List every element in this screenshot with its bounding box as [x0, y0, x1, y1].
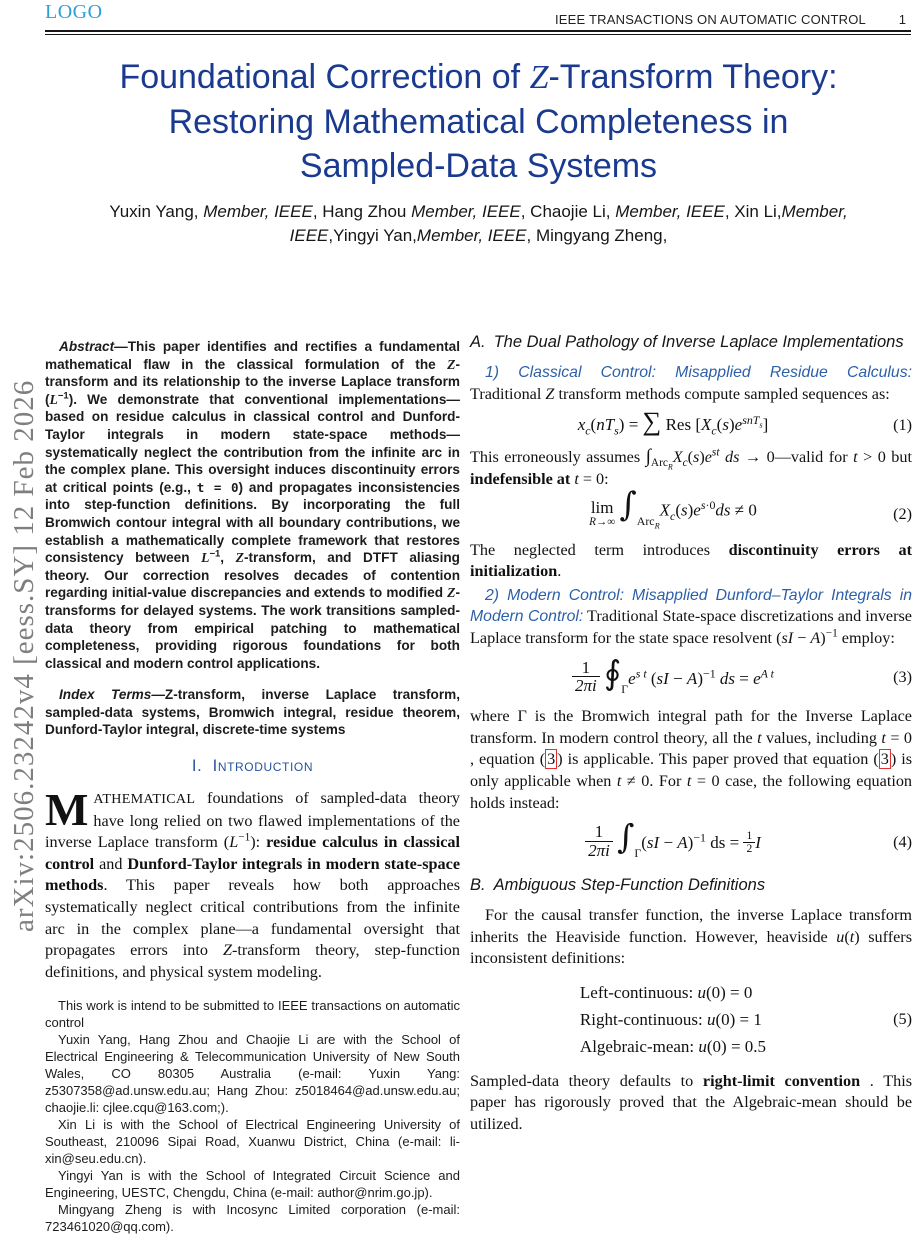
paper-title: Foundational Correction of Z-Transform Theory: Restoring Mathematical Completeness in Sampled-Data Systems [119, 58, 838, 185]
publisher-logo: LOGO [45, 1, 103, 23]
equation-2-number: (2) [893, 504, 912, 523]
paragraph-neglected-term: The neglected term introduces discontinuity errors at initialization. [470, 540, 913, 581]
authors-line: Yuxin Yang, Member, IEEE, Hang Zhou Member, IEEE, Chaojie Li, Member, IEEE, Xin Li,Member, IEEE,Yingyi Yan,Member, IEEE, Mingyang Zheng, [109, 202, 848, 245]
equation-5-number: (5) [893, 1010, 912, 1029]
subsubsection-1-heading: 1) Classical Control: Misapplied Residue Calculus: [485, 364, 912, 381]
equation-3 [470, 652, 912, 696]
footnote-paragraph: Yingyi Yan is with the School of Integrated Circuit Science and Engineering, UESTC, Chengdu, China (e-mail: author@nrim.go.jp). [45, 1168, 460, 1201]
arxiv-watermark: arXiv:2506.23242v4 [eess.SY] 12 Feb 2026 [8, 379, 40, 932]
equation-3-body: $\frac{1}{2\pi i}$ $∮_\Gamma e^{s t}$ (sI − A)$^{-1}$ ds = $e^{A t}$ [470, 659, 876, 696]
subsection-b-heading: B. Ambiguous Step-Function Definitions [470, 875, 766, 894]
paragraph-modern-control: 2) Modern Control: Misapplied Dunford–Taylor Integrals in Modern Control: Traditional State-space discretizations and inverse Laplace transform for the state space resolvent (sI − A)$^{-1}$ employ: [470, 586, 912, 647]
abstract-lead: Abstract— [59, 339, 128, 354]
paragraph-heaviside: For the causal transfer function, the inverse Laplace transform inherits the Heaviside function. However, heaviside u(t) suffers inconsistent definitions: [470, 905, 912, 968]
journal-title: IEEE TRANSACTIONS ON AUTOMATIC CONTROL [555, 12, 866, 27]
footnote-paragraph: This work is intend to be submitted to IEEE transactions on automatic control [45, 998, 460, 1031]
page-number: 1 [898, 12, 906, 27]
paragraph-arc-assumption: This erroneously assumes $\int_{Arc_R}X_c(s)e^{st}$ ds → 0—valid for t > 0 but indefensible at t = 0: [470, 446, 912, 488]
paragraph-convention: Sampled-data theory defaults to right-limit convention . This paper has rigorously proved that the Algebraic-mean should be utilized. [470, 1071, 912, 1133]
equation-1 [470, 407, 912, 438]
equation-reference-link[interactable]: 3 [880, 750, 889, 769]
right-column [470, 331, 912, 1137]
abstract-paragraph: Abstract—This paper identifies and rectifies a fundamental mathematical flaw in the classical formulation of the Z-transform and its relationship to the inverse Laplace transform $(L^{-1})$. We demonstrate that conventional implementations—based on residue calculus in classical control and Dunford-Taylor integrals in modern state-space methods—systematically neglect the contribution from the infinite arc in the complex plane. This oversight induces discontinuity errors at critical points (e.g., t = 0) and propagates inconsistencies into step-function definitions. By incorporating the full Bromwich contour integral with all boundary contributions, we establish a mathematically complete framework that restores consistency between $L^{-1}$, Z-transform, and DTFT aliasing theory. Our correction resolves decades of contention regarding initial-value discrepancies and extends to modified Z-transforms for delayed systems. The work transitions sampled-data theory from empirical patching to mathematical completeness, providing rigorous foundations for both classical and modern control applications. [45, 339, 460, 671]
footnote-paragraph: Yuxin Yang, Hang Zhou and Chaojie Li are with the School of Electrical Engineering & Telecommunication University of New South Wales, CO 80305 Australia (e-mail: Yuxin Yang: z5307358@ad.unsw.edu.au; Hang Zhou: z5018464@ad.unsw.edu.au; chaojie.li: cjlee.cqu@163.com;). [45, 1032, 460, 1116]
footnotes-block [45, 997, 460, 1235]
equation-1-body: $x_c(nT_s)$ = ∑ Res $[X_c(s)e^{snT_s}]$ [577, 407, 769, 438]
subsubsection-2-heading: 2) Modern Control: Misapplied Dunford–Taylor Integrals in Modern Control: [470, 586, 912, 626]
header-rule [45, 30, 911, 35]
equation-4 [470, 817, 912, 861]
equation-2 [470, 485, 912, 531]
equation-5-row: Left-continuous: u(0) = 0 [579, 982, 753, 1002]
equation-4-body: $\frac{1}{2\pi i}$ $\int_\Gamma(sI - A)^{-1}$ ds = $\frac{1}{2}$ I [470, 823, 876, 860]
index-terms-lead: Index Terms— [59, 687, 165, 703]
footnote-paragraph: Mingyang Zheng is with Incosync Limited corporation (e-mail: 723461020@qq.com). [45, 1202, 460, 1235]
left-column [45, 338, 460, 1235]
equation-5-row: Right-continuous: u(0) = 1 [579, 1009, 762, 1029]
paragraph-classical-control: 1) Classical Control: Misapplied Residue Calculus: Traditional Z transform methods compute sampled sequences as: [470, 364, 912, 403]
section-heading-introduction: I. Introduction [191, 757, 314, 776]
equation-1-number: (1) [893, 416, 912, 435]
equation-5 [470, 979, 912, 1060]
footnote-paragraph: Xin Li is with the School of Electrical Engineering University of Southeast, 210096 Sipai Road, Xuanwu District, China (e-mail: li-xin@seu.edu.cn). [45, 1117, 460, 1167]
equation-2-body: lim R→∞ $\int_{Arc_R}X_c(s)e^{s\cdot 0}ds \ne 0$ [589, 485, 757, 531]
dropcap: M [45, 784, 89, 836]
equation-5-body [470, 979, 876, 1060]
index-terms-paragraph: Index Terms—Z-transform, inverse Laplace transform, sampled-data systems, Bromwich integral, residue theorem, Dunford-Taylor integral, discrete-time systems [45, 687, 460, 738]
equation-5-row: Algebraic-mean: u(0) = 0.5 [579, 1036, 767, 1056]
equation-reference-link[interactable]: 3 [547, 750, 556, 769]
equation-3-number: (3) [893, 667, 912, 686]
equation-4-number: (4) [893, 832, 912, 851]
subsection-a-heading: A. The Dual Pathology of Inverse Laplace Implementations [470, 333, 904, 351]
paragraph-bromwich-path: where Γ is the Bromwich integral path for the Inverse Laplace transform. In modern control theory, all the t values, including t = 0 , equation ( 3 ) is applicable. This paper proved that equation ( 3 ) is only applicable when t ≠ 0. For t = 0 case, the following equation holds instead: [470, 707, 913, 812]
intro-paragraph: MATHEMATICAL foundations of sampled-data theory have long relied on two flawed implementations of the inverse Laplace transform $(L^{-1})$: residue calculus in classical control and Dunford-Taylor integrals in modern state-space methods. This paper reveals how both approaches systematically neglect critical contributions from the infinite arc in the complex plane—a fundamental oversight that propagates errors into Z-transform theory, step-function definitions, and physical system modeling. [45, 784, 461, 981]
